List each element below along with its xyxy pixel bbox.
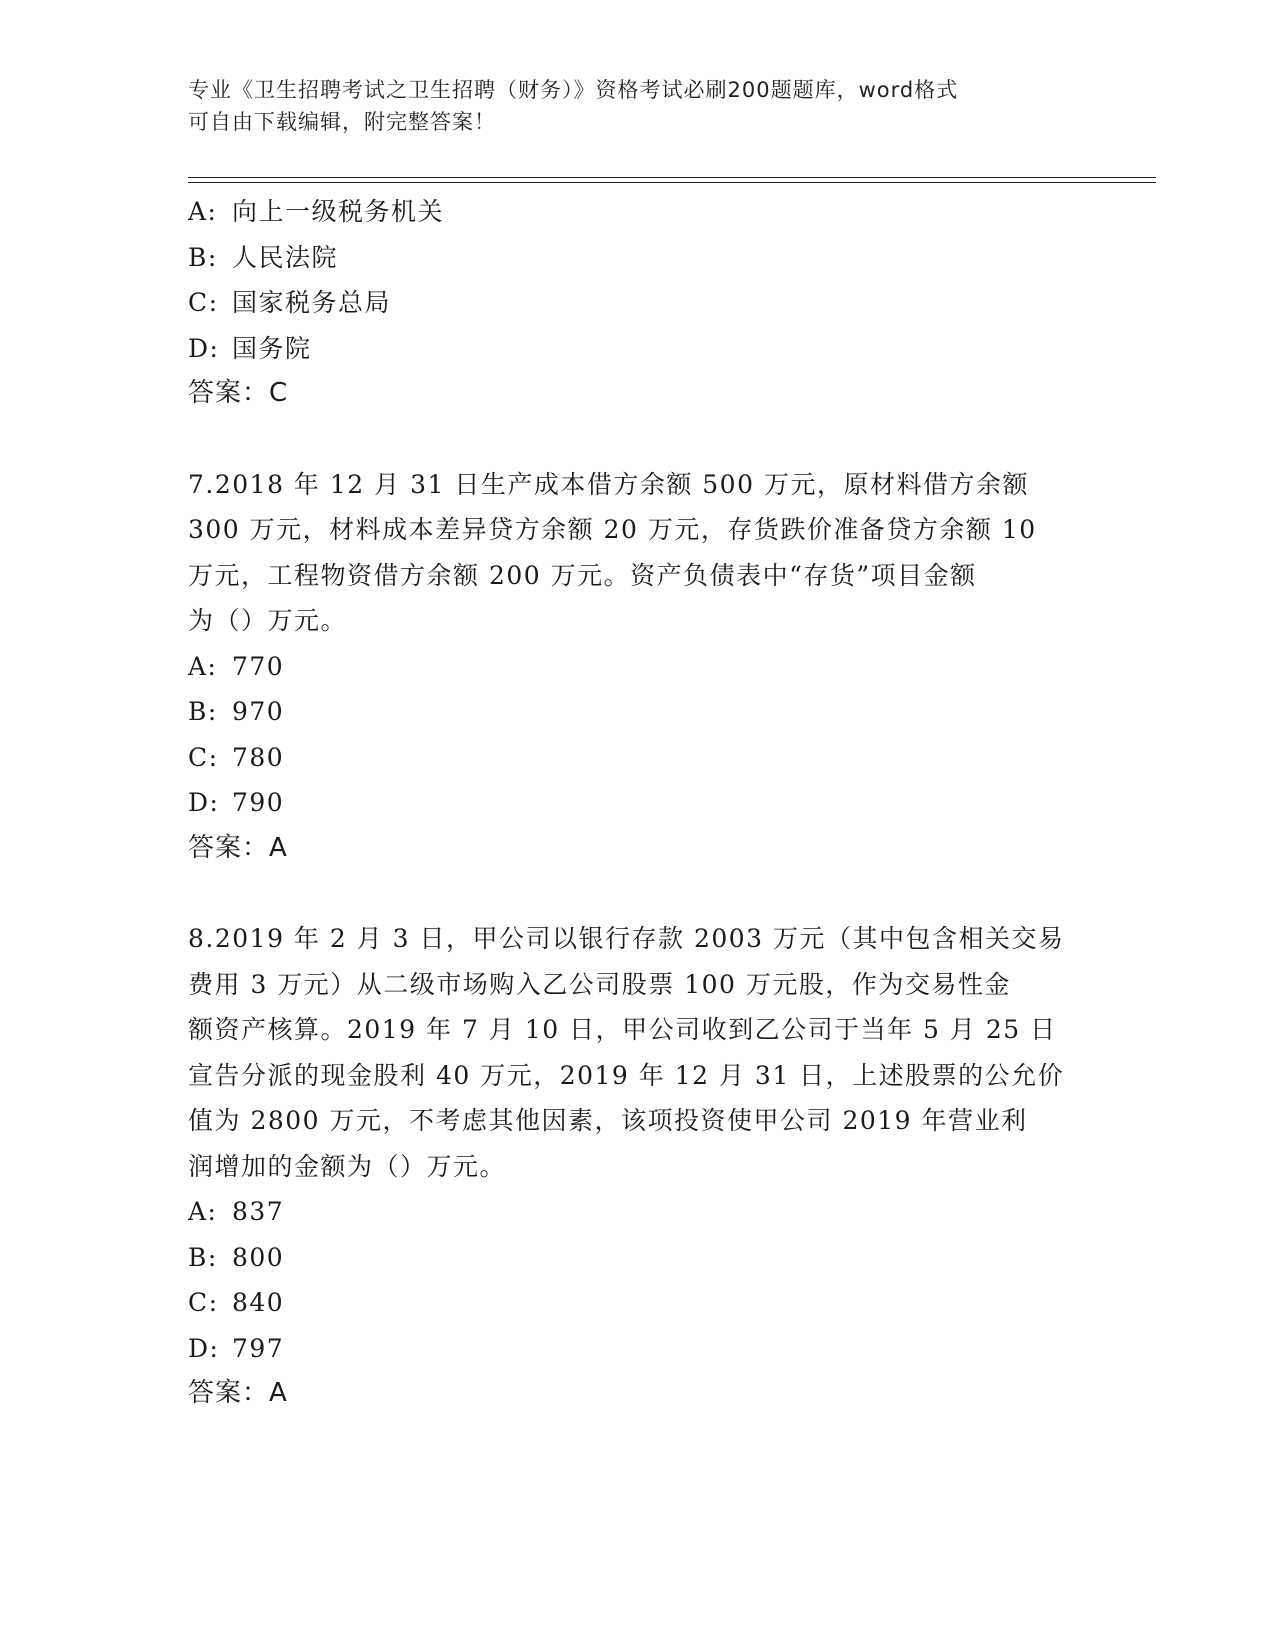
question-8 (188, 916, 1088, 1417)
option-b: B: 800 (188, 1242, 285, 1272)
option-d: D: 797 (188, 1333, 285, 1363)
option-a: A: 837 (188, 1197, 285, 1226)
header-line-2: 可自由下载编辑，附完整答案！ (188, 110, 496, 134)
option-c: C: 780 (188, 742, 285, 772)
header-divider-bottom (188, 182, 1156, 183)
option-c: C: 国家税务总局 (188, 288, 392, 317)
header-line-1: 专业《卫生招聘考试之卫生招聘（财务）》资格考试必刷200题题库，word格式 (188, 78, 959, 102)
question-content (188, 189, 1088, 1417)
option-a: A: 770 (188, 651, 285, 681)
question-7 (188, 462, 1088, 872)
option-b: B: 970 (188, 697, 285, 726)
spacer (188, 871, 1088, 916)
spacer (188, 417, 1088, 462)
option-b: B: 人民法院 (188, 242, 339, 272)
document-header (188, 74, 1088, 138)
answer-6: 答案：C (188, 378, 289, 408)
option-d: D: 国务院 (188, 333, 312, 363)
option-d: D: 790 (188, 788, 285, 817)
option-c: C: 840 (188, 1288, 285, 1317)
question-6-options (188, 189, 1088, 417)
question-7-stem: 7.2018 年 12 月 31 日生产成本借方余额 500 万元，原材料借方余额 300 万元，材料成本差异贷方余额 20 万元，存货跌价准备贷方余额 10 万元，工程物资借方余额 200 万元。资产负债表中“存货”项目金额 为（）万元。 (188, 469, 1037, 635)
answer-8: 答案：A (188, 1378, 288, 1408)
question-8-stem: 8.2019 年 2 月 3 日，甲公司以银行存款 2003 万元（其中包含相关交易 费用 3 万元）从二级市场购入乙公司股票 100 万元股，作为交易性金 额资产核算。2019 年 7 月 10 日，甲公司收到乙公司于当年 5 月 25 日 宣告分派的现金股利 40 万元，2019 年 12 月 31 日，上述股票的公允价 值为 2800 万元，不考虑其他因素，该项投资使甲公司 2019 年营业利 润增加的金额为（）万元。 (188, 924, 1065, 1181)
option-a: A: 向上一级税务机关 (188, 197, 445, 226)
header-divider-top (188, 177, 1156, 178)
answer-7: 答案：A (188, 832, 288, 863)
